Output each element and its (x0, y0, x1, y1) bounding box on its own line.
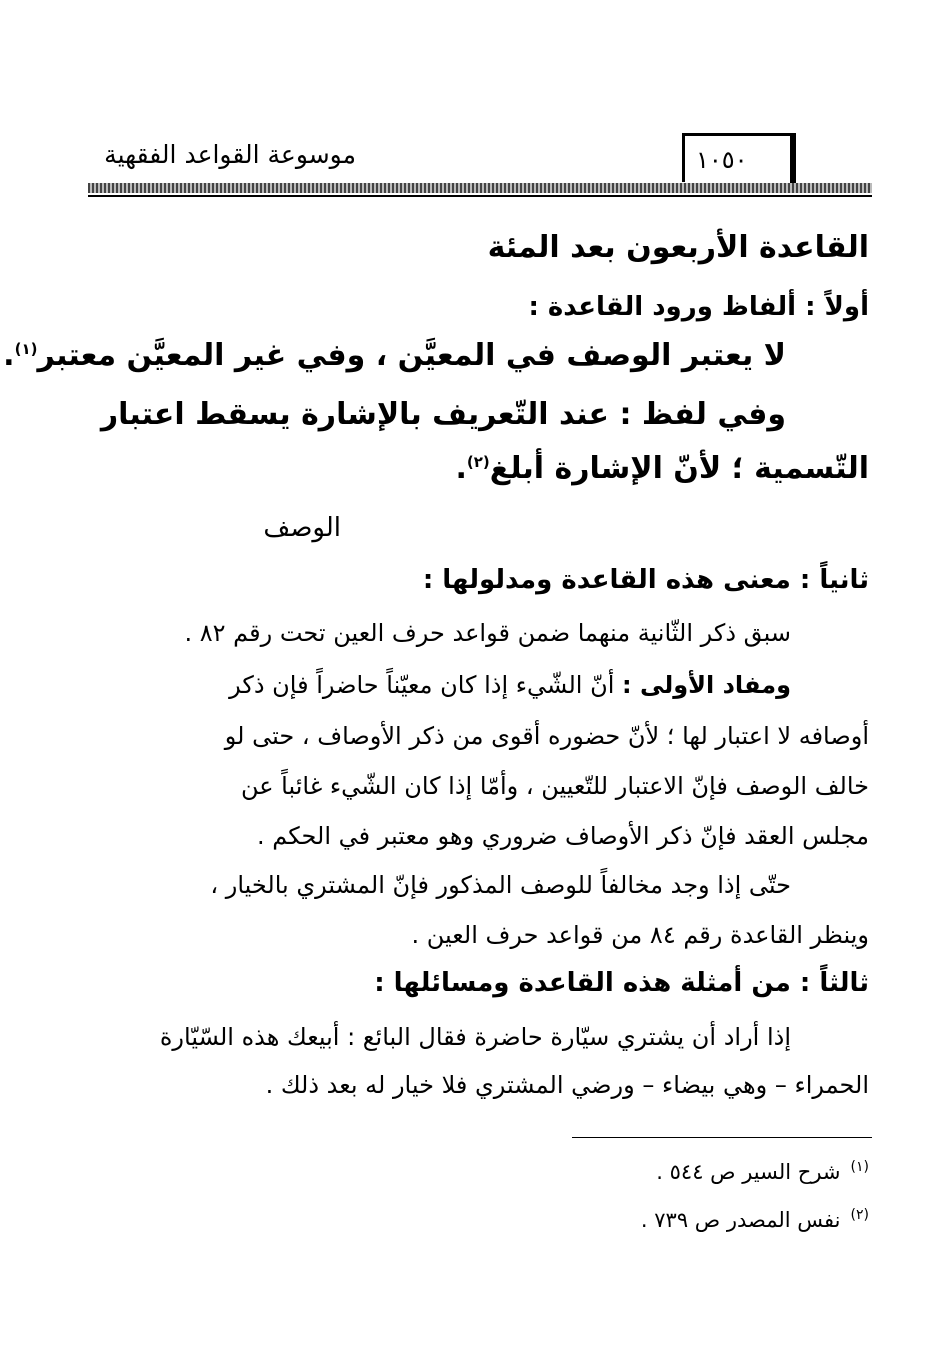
section-heading-3: ثالثاً : من أمثلة هذه القاعدة ومسائلها : (374, 968, 869, 998)
footnote-1-text: شرح السير ص ٥٤٤ . (656, 1160, 841, 1184)
header-rule-line (88, 195, 872, 197)
alt-wording-end: . (455, 451, 467, 486)
footnote-1 (656, 1159, 869, 1184)
page-number: ١٠٥٠ (696, 146, 748, 174)
section-heading-2: ثانياً : معنى هذه القاعدة ومدلولها : (422, 565, 869, 595)
keyword-label: الوصف (263, 513, 341, 543)
paragraph-2-rest: أنّ الشّيء إذا كان معيّناً حاضراً فإن ذكر (229, 671, 622, 699)
paragraph-4-line-1: إذا أراد أن يشتري سيّارة حاضرة فقال البائع : أبيعك هذه السّيّارة (159, 1023, 791, 1051)
footnote-separator (572, 1137, 872, 1138)
footnote-ref-1: (١) (14, 340, 38, 358)
book-title: موسوعة القواعد الفقهية (104, 140, 356, 169)
paragraph-3-line-2: وينظر القاعدة رقم ٨٤ من قواعد حرف العين . (411, 921, 869, 949)
rule-title: القاعدة الأربعون بعد المئة (487, 230, 869, 265)
header-rule-band (88, 183, 872, 193)
rule-text-end: . (3, 338, 15, 373)
footnote-2-text: نفس المصدر ص ٧٣٩ . (640, 1208, 841, 1232)
alt-wording-text: التّسمية ؛ لأنّ الإشارة أبلغ (489, 451, 869, 486)
paragraph-4-line-2: الحمراء – وهي بيضاء – ورضي المشتري فلا خيار له بعد ذلك . (265, 1071, 869, 1099)
alt-wording-line-1: وفي لفظ : عند التّعريف بالإشارة يسقط اعتبار (100, 397, 786, 432)
paragraph-2-line-4: مجلس العقد فإنّ ذكر الأوصاف ضروري وهو معتبر في الحكم . (257, 822, 869, 850)
paragraph-2-line-1 (229, 671, 791, 699)
rule-text: لا يعتبر الوصف في المعيَّن ، وفي غير المعيَّن معتبر (37, 338, 786, 373)
rule-text-line (3, 338, 786, 373)
page-number-frame-bar (790, 133, 796, 186)
paragraph-2-line-3: خالف الوصف فإنّ الاعتبار للتّعيين ، وأمّا إذا كان الشّيء غائباً عن (240, 772, 869, 800)
paragraph-2-lead: ومفاد الأولى : (622, 671, 791, 699)
footnote-2-number: (٢) (850, 1207, 869, 1223)
section-heading-1: أولاً : ألفاظ ورود القاعدة : (528, 292, 869, 322)
paragraph-1: سبق ذكر الثّانية منهما ضمن قواعد حرف العين تحت رقم ٨٢ . (184, 619, 791, 647)
footnote-2 (641, 1207, 869, 1232)
footnote-ref-2: (٢) (466, 453, 490, 471)
paragraph-2-line-2: أوصافه لا اعتبار لها ؛ لأنّ حضوره أقوى من ذكر الأوصاف ، حتى لو (224, 722, 869, 750)
paragraph-3-line-1: حتّى إذا وجد مخالفاً للوصف المذكور فإنّ المشتري بالخيار ، (210, 871, 791, 899)
alt-wording-line-2 (455, 451, 869, 486)
footnote-1-number: (١) (850, 1159, 869, 1175)
